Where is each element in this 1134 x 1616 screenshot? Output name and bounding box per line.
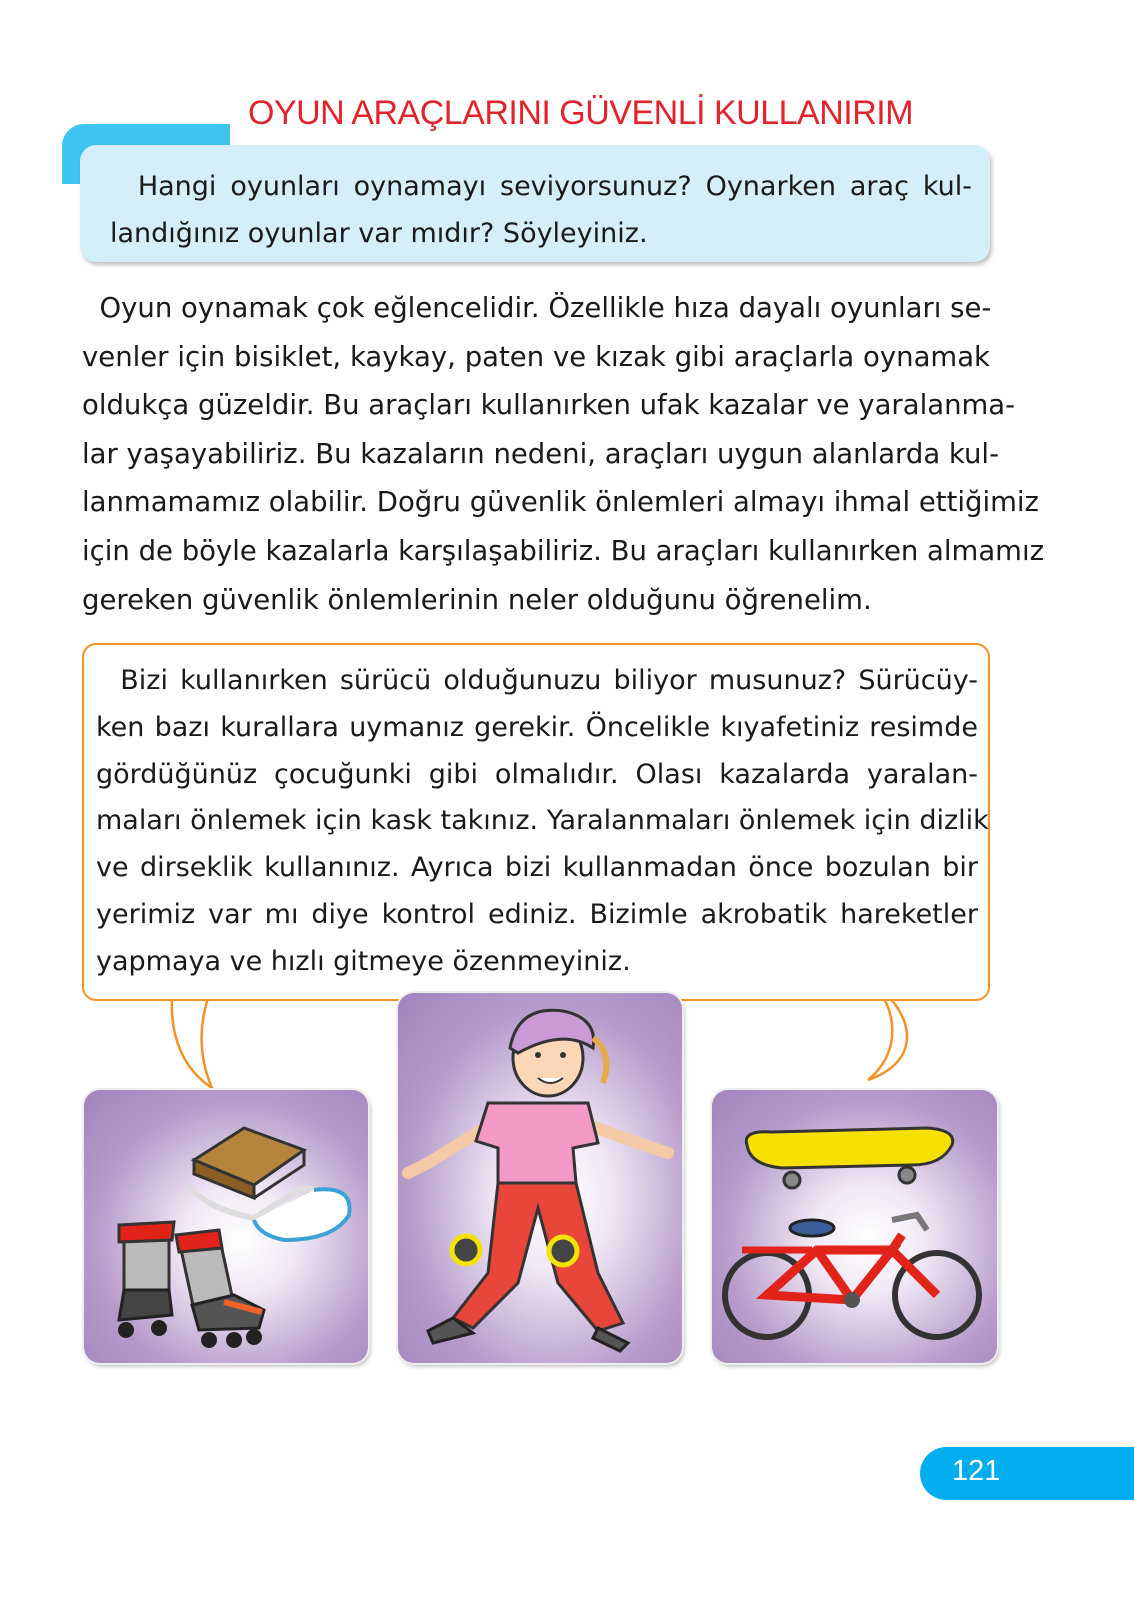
text-line: oldukça güzeldir. Bu araçları kullanırken ufak kazalar ve yaralanma- (82, 389, 1016, 422)
text-line: yerimiz var mı diye kontrol ediniz. Bizimle akrobatik hareketler (96, 898, 978, 930)
text-line: Oyun oynamak çok eğlencelidir. Özellikle hıza dayalı oyunları se- (82, 292, 992, 324)
body-paragraph (82, 284, 1045, 624)
text-line: ve dirseklik kullanınız. Ayrıca bizi kullanmadan önce bozulan bir (96, 852, 978, 884)
bicycle-icon (725, 1215, 979, 1337)
text-line: için de böyle kazalarla karşılaşabiliriz. Bu araçları kullanırken almamız (82, 534, 1045, 567)
page-number: 121 (952, 1455, 1001, 1487)
skateboard-icon (746, 1128, 952, 1188)
question-text (110, 163, 972, 257)
speech-bubble-text (96, 658, 989, 986)
roller-skates-icon (118, 1222, 264, 1348)
sled-icon (189, 1128, 350, 1240)
text-line: maları önlemek için kask takınız. Yaralanmaları önlemek için dizlik (96, 805, 989, 837)
sled-skates-illustration (84, 1090, 368, 1363)
text-line: Bizi kullanırken sürücü olduğunuzu biliyor musunuz? Sürücüy- (96, 665, 978, 696)
text-line: gördüğünüz çocuğunki gibi olmalıdır. Olası kazalarda yaralan- (96, 758, 978, 790)
text-line: landığınız oyunlar var mıdır? Söyleyiniz. (110, 218, 648, 249)
text-line: ken bazı kurallara uymanız gerekir. Öncelikle kıyafetiniz resimde (96, 711, 978, 743)
text-line: venler için bisiklet, kaykay, paten ve kızak gibi araçlarla oynamak (82, 340, 990, 373)
skateboard-bicycle-illustration (712, 1090, 997, 1363)
text-line: lar yaşayabiliriz. Bu kazaların nedeni, araçları uygun alanlarda kul- (82, 437, 999, 470)
page-title: OYUN ARAÇLARINI GÜVENLİ KULLANIRIM (248, 94, 914, 132)
text-line: gereken güvenlik önlemlerinin neler olduğunu öğrenelim. (82, 583, 872, 616)
child-icon (408, 1010, 668, 1351)
child-safety-gear-illustration (398, 993, 682, 1363)
text-line: Hangi oyunları oynamayı seviyorsunuz? Oynarken araç kul- (110, 171, 972, 202)
text-line: yapmaya ve hızlı gitmeye özenmeyiniz. (96, 945, 631, 977)
text-line: lanmamamız olabilir. Doğru güvenlik önlemleri almayı ihmal ettiğimiz (82, 486, 1039, 519)
